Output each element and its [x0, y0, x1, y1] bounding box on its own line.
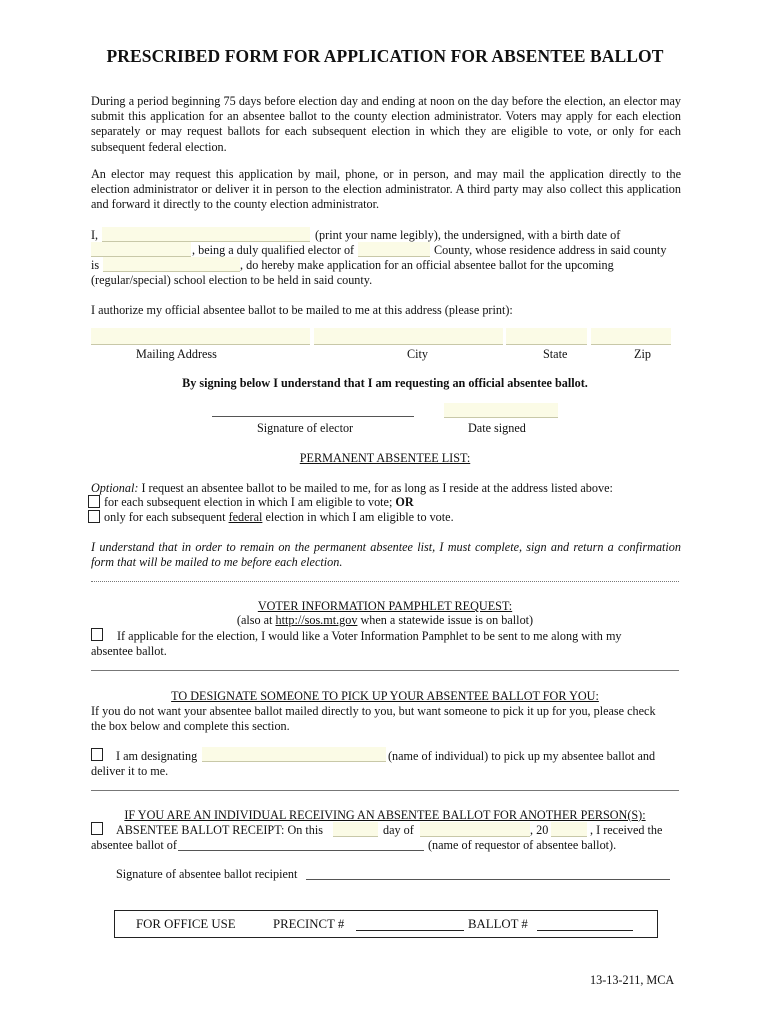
pamphlet-heading: VOTER INFORMATION PAMPHLET REQUEST:: [257, 599, 513, 613]
elector-is-text: is: [91, 258, 100, 272]
residence-address-field[interactable]: [103, 257, 240, 272]
elector-print-text: (print your name legibly), the undersigned, with a birth date of: [315, 228, 621, 242]
designating-text: I am designating: [116, 749, 198, 763]
option2-pre: only for each subsequent: [104, 510, 229, 524]
form-title: PRESCRIBED FORM FOR APPLICATION FOR ABSENTEE BALLOT: [106, 46, 664, 66]
elector-school-text: (regular/special) school election to be held in said county.: [91, 273, 373, 287]
divider: [91, 670, 679, 671]
elector-i-prefix: I,: [91, 228, 99, 242]
designee-name-text: (name of individual) to pick up my absentee ballot and: [388, 749, 656, 763]
permanent-federal-checkbox[interactable]: [88, 510, 100, 523]
mailing-address-label: Mailing Address: [136, 347, 217, 361]
pamphlet-subtext: [0, 613, 770, 628]
received-text: , I received the: [590, 823, 663, 837]
requestor-name-line[interactable]: [178, 850, 424, 851]
option2-federal: federal: [228, 510, 263, 524]
deliver-text: deliver it to me.: [91, 764, 169, 778]
ballot-of-text: absentee ballot of: [91, 838, 177, 852]
sos-link[interactable]: http://sos.mt.gov: [275, 613, 358, 627]
comma-20-text: , 20: [530, 823, 549, 837]
pamphlet-line1: If applicable for the election, I would like a Voter Information Pamphlet to be sent to me along with my: [117, 629, 622, 643]
permanent-all-elections-checkbox[interactable]: [88, 495, 100, 508]
intro-paragraph-2: An elector may request this application by mail, phone, or in person, and may mail the application directly to the election administrator or deliver it in person to the election administrator. A third party may also collect this application and forward it directly to the county election administrator.: [91, 167, 681, 212]
requestor-text: (name of requestor of absentee ballot).: [428, 838, 617, 852]
designate-heading: TO DESIGNATE SOMEONE TO PICK UP YOUR ABSENTEE BALLOT FOR YOU:: [171, 689, 599, 703]
office-use-label: FOR OFFICE USE: [136, 917, 236, 931]
designee-name-field[interactable]: [202, 747, 386, 762]
option1-text: for each subsequent election in which I am eligible to vote;: [104, 495, 393, 509]
receipt-text: ABSENTEE BALLOT RECEIPT: On this: [116, 823, 324, 837]
zip-label: Zip: [634, 347, 651, 361]
option2-post: election in which I am eligible to vote.: [262, 510, 454, 524]
ballot-label: BALLOT #: [468, 917, 528, 931]
pamphlet-sub-pre: (also at: [236, 613, 276, 627]
city-field[interactable]: [314, 328, 503, 345]
optional-line: [91, 481, 613, 496]
city-label: City: [407, 347, 428, 361]
elector-name-field[interactable]: [102, 227, 310, 242]
optional-text: I request an absentee ballot to be mailed to me, for as long as I reside at the address listed above:: [138, 481, 613, 495]
precinct-field[interactable]: [356, 930, 464, 931]
designate-checkbox[interactable]: [91, 748, 103, 761]
state-label: State: [543, 347, 568, 361]
birth-date-field[interactable]: [91, 242, 191, 257]
signature-label: Signature of elector: [257, 421, 354, 435]
divider: [91, 581, 679, 582]
ballot-number-field[interactable]: [537, 930, 633, 931]
county-field[interactable]: [358, 242, 430, 257]
state-field[interactable]: [506, 328, 587, 345]
date-signed-label: Date signed: [468, 421, 526, 435]
precinct-label: PRECINCT #: [273, 917, 345, 931]
pamphlet-checkbox[interactable]: [91, 628, 103, 641]
signature-line[interactable]: [212, 416, 414, 417]
receipt-day-field[interactable]: [333, 822, 378, 837]
designate-line2: the box below and complete this section.: [91, 719, 290, 733]
day-of-text: day of: [383, 823, 414, 837]
permanent-heading: PERMANENT ABSENTEE LIST:: [299, 451, 471, 465]
receipt-checkbox[interactable]: [91, 822, 103, 835]
elector-qualified-text: , being a duly qualified elector of: [192, 243, 355, 257]
elector-make-app-text: , do hereby make application for an official absentee ballot for the upcoming: [240, 258, 614, 272]
date-signed-field[interactable]: [444, 403, 558, 418]
permanent-note: I understand that in order to remain on the permanent absentee list, I must complete, sign and return a confirmation form that will be mailed to me before each election.: [91, 540, 681, 570]
authorize-text: I authorize my official absentee ballot to be mailed to me at this address (please print):: [91, 303, 513, 317]
option-all-elections: [104, 495, 414, 510]
elector-county-text: County, whose residence address in said county: [434, 243, 667, 257]
intro-paragraph-1: During a period beginning 75 days before election day and ending at noon on the day before the election, an elector may submit this application for an absentee ballot to the county election administrator. Voters may apply for each election separately or may request ballots for each subsequent election in which they are eligible to vote, or only for each subsequent federal election.: [91, 94, 681, 154]
pamphlet-line2: absentee ballot.: [91, 644, 167, 658]
pamphlet-sub-post: when a statewide issue is on ballot): [357, 613, 534, 627]
recipient-signature-label: Signature of absentee ballot recipient: [116, 867, 298, 881]
receipt-heading: IF YOU ARE AN INDIVIDUAL RECEIVING AN ABSENTEE BALLOT FOR ANOTHER PERSON(S):: [124, 808, 646, 822]
signing-statement: By signing below I understand that I am requesting an official absentee ballot.: [182, 376, 588, 390]
option-federal-elections: [104, 510, 454, 525]
receipt-month-field[interactable]: [420, 822, 530, 837]
recipient-signature-line[interactable]: [306, 879, 670, 880]
zip-field[interactable]: [591, 328, 671, 345]
divider: [91, 790, 679, 791]
designate-line1: If you do not want your absentee ballot mailed directly to you, but want someone to pick it up for you, please check: [91, 704, 656, 718]
mailing-address-field[interactable]: [91, 328, 310, 345]
or-label: OR: [395, 495, 414, 509]
footer-code: 13-13-211, MCA: [590, 973, 675, 987]
optional-label: Optional:: [91, 481, 139, 495]
receipt-year-field[interactable]: [551, 822, 587, 837]
